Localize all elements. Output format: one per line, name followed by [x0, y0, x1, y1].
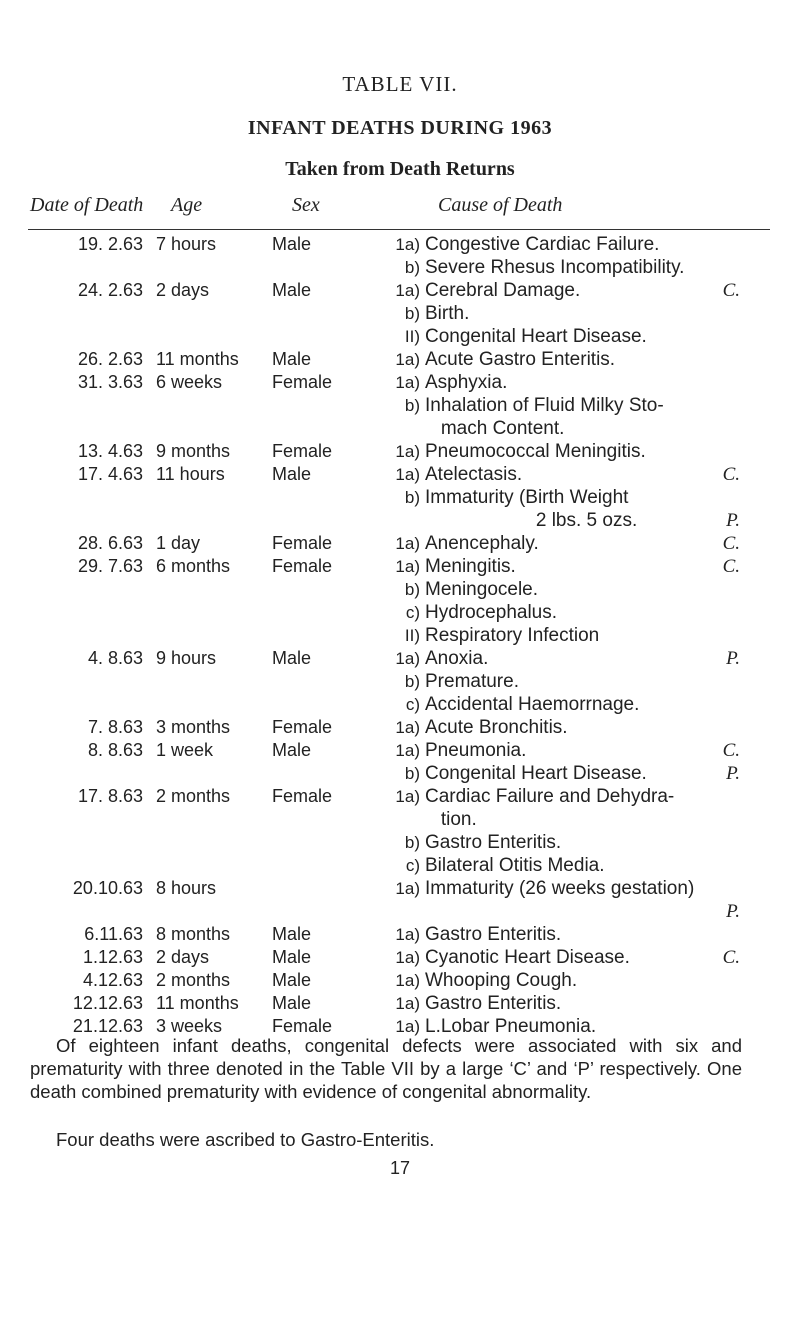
table-row: [0, 371, 800, 394]
cause-cell: Cyanotic Heart Disease.: [425, 947, 630, 968]
sex-cell: Female: [272, 533, 333, 553]
cause-cell: tion.: [425, 809, 477, 830]
age-cell: 9 hours: [156, 648, 217, 668]
cause-key-cell: c): [405, 856, 420, 875]
sex-cell: Male: [272, 924, 312, 944]
age-cell: 11 months: [156, 993, 239, 1013]
cause-key-cell: 1a): [395, 741, 420, 760]
table-row: [0, 739, 800, 762]
age-cell: 7 hours: [156, 234, 217, 254]
cause-key-cell: 1a): [395, 373, 420, 392]
date-cell: 12.12.63: [72, 993, 143, 1013]
cause-cell: Anoxia.: [425, 648, 489, 669]
date-cell: 4. 8.63: [87, 648, 143, 668]
cause-key-cell: c): [405, 695, 420, 714]
cause-cell: Meningitis.: [425, 556, 516, 577]
sex-cell: Male: [272, 349, 312, 369]
cause-cell: Immaturity (Birth Weight: [425, 487, 629, 508]
cause-cell: Congestive Cardiac Failure.: [425, 234, 660, 255]
age-cell: 2 days: [156, 280, 210, 300]
table-row: [0, 325, 800, 348]
sex-cell: Male: [272, 648, 312, 668]
marker-cell: C.: [722, 947, 740, 968]
sex-cell: Male: [272, 993, 312, 1013]
table-row: [0, 578, 800, 601]
cause-cell: Respiratory Infection: [425, 625, 600, 646]
cause-key-cell: 1a): [395, 235, 420, 254]
table-row: [0, 348, 800, 371]
cause-cell: Severe Rhesus Incompatibility.: [425, 257, 685, 278]
cause-cell: Gastro Enteritis.: [425, 924, 562, 945]
sex-cell: Male: [272, 947, 312, 967]
cause-key-cell: 1a): [395, 350, 420, 369]
cause-cell: Cardiac Failure and Dehydra-: [425, 786, 675, 807]
marker-cell: C.: [722, 556, 740, 577]
table-row: [0, 831, 800, 854]
age-cell: 9 months: [156, 441, 231, 461]
table-row: [0, 302, 800, 325]
cause-key-cell: 1a): [395, 442, 420, 461]
cause-key-cell: 1a): [395, 718, 420, 737]
marker-cell: P.: [726, 763, 740, 784]
cause-cell: Gastro Enteritis.: [425, 832, 562, 853]
age-cell: 3 months: [156, 717, 231, 737]
cause-cell: Congenital Heart Disease.: [425, 763, 647, 784]
table-label: TABLE VII.: [342, 72, 458, 96]
table-row: [0, 417, 800, 440]
cause-cell: L.Lobar Pneumonia.: [425, 1016, 597, 1037]
table-row: [0, 693, 800, 716]
age-cell: 2 months: [156, 786, 231, 806]
cause-cell: Anencephaly.: [425, 533, 539, 554]
date-cell: 1.12.63: [82, 947, 143, 967]
date-cell: 24. 2.63: [77, 280, 143, 300]
page-number: 17: [389, 1158, 411, 1178]
cause-key-cell: 1a): [395, 879, 420, 898]
cause-key-cell: 1a): [395, 971, 420, 990]
sex-cell: Female: [272, 717, 333, 737]
date-cell: 26. 2.63: [77, 349, 143, 369]
date-cell: 20.10.63: [72, 878, 143, 898]
header-rule: [28, 229, 770, 230]
cause-key-cell: b): [404, 764, 420, 783]
table-row: [0, 762, 800, 785]
header-cause: Cause of Death: [438, 194, 563, 216]
table-row: [0, 440, 800, 463]
date-cell: 17. 4.63: [77, 464, 143, 484]
table-row: [0, 601, 800, 624]
gastro-paragraph: Four deaths were ascribed to Gastro-Enteritis.: [56, 1129, 435, 1150]
cause-cell: Birth.: [425, 303, 470, 324]
cause-key-cell: 1a): [395, 787, 420, 806]
table-row: [0, 279, 800, 302]
table-row: [0, 992, 800, 1015]
cause-cell: mach Content.: [425, 418, 565, 439]
age-cell: 2 days: [156, 947, 210, 967]
marker-cell: P.: [726, 648, 740, 669]
cause-key-cell: 1a): [395, 649, 420, 668]
cause-key-cell: 1a): [395, 994, 420, 1013]
summary-paragraph: Of eighteen infant deaths, congenital defects were associated with six and prematurity with three denoted in the Table VII by a large ‘C’ and ‘P’ respectively. One death combined prematurity with evidence of congenital abnormality.: [30, 1035, 742, 1102]
marker-cell: C.: [722, 533, 740, 554]
date-cell: 13. 4.63: [77, 441, 143, 461]
marker-cell: P.: [726, 510, 740, 531]
table-row: [0, 969, 800, 992]
header-sex: Sex: [292, 194, 320, 216]
cause-cell: Hydrocephalus.: [425, 602, 558, 623]
age-cell: 6 weeks: [156, 372, 223, 392]
date-cell: 17. 8.63: [77, 786, 143, 806]
cause-cell: Whooping Cough.: [425, 970, 578, 991]
sex-cell: Male: [272, 970, 312, 990]
cause-key-cell: b): [404, 833, 420, 852]
cause-key-cell: II): [404, 327, 420, 346]
sex-cell: Female: [272, 441, 333, 461]
sex-cell: Male: [272, 280, 312, 300]
cause-key-cell: b): [404, 396, 420, 415]
cause-cell: Gastro Enteritis.: [425, 993, 562, 1014]
cause-key-cell: 1a): [395, 534, 420, 553]
date-cell: 29. 7.63: [77, 556, 143, 576]
cause-key-cell: c): [405, 603, 420, 622]
cause-key-cell: b): [404, 304, 420, 323]
cause-cell: Atelectasis.: [425, 464, 523, 485]
cause-key-cell: 1a): [395, 465, 420, 484]
cause-cell: Pneumonia.: [425, 740, 527, 761]
table-row: [0, 854, 800, 877]
table-row: [0, 624, 800, 647]
table-row: [0, 808, 800, 831]
cause-cell: Asphyxia.: [425, 372, 508, 393]
table-row: [0, 877, 800, 900]
cause-cell: Pneumococcal Meningitis.: [425, 441, 646, 462]
cause-key-cell: b): [404, 580, 420, 599]
date-cell: 8. 8.63: [87, 740, 143, 760]
table-row: [0, 509, 800, 532]
age-cell: 6 months: [156, 556, 231, 576]
sex-cell: Female: [272, 372, 333, 392]
cause-key-cell: II): [404, 626, 420, 645]
table-row: [0, 486, 800, 509]
table-row: [0, 256, 800, 279]
date-cell: 21.12.63: [72, 1016, 143, 1036]
cause-key-cell: 1a): [395, 281, 420, 300]
sex-cell: Male: [272, 234, 312, 254]
table-row: [0, 394, 800, 417]
table-row: [0, 463, 800, 486]
table-row: [0, 647, 800, 670]
sex-cell: Female: [272, 786, 333, 806]
header-age: Age: [171, 194, 203, 216]
cause-cell: Bilateral Otitis Media.: [425, 855, 605, 876]
sex-cell: Male: [272, 464, 312, 484]
age-cell: 11 hours: [156, 464, 225, 484]
cause-cell: Acute Gastro Enteritis.: [425, 349, 616, 370]
date-cell: 19. 2.63: [77, 234, 143, 254]
cause-cell: Premature.: [425, 671, 519, 692]
table-title: INFANT DEATHS DURING 1963: [247, 117, 553, 139]
cause-cell: Meningocele.: [425, 579, 539, 600]
cause-key-cell: 1a): [395, 948, 420, 967]
cause-cell: Accidental Haemorrnage.: [425, 694, 640, 715]
cause-key-cell: 1a): [395, 557, 420, 576]
cause-cell: Congenital Heart Disease.: [425, 326, 647, 347]
cause-key-cell: b): [404, 672, 420, 691]
age-cell: 11 months: [156, 349, 239, 369]
date-cell: 7. 8.63: [87, 717, 143, 737]
marker-cell: C.: [722, 280, 740, 301]
date-cell: 6.11.63: [84, 924, 143, 944]
date-cell: 28. 6.63: [77, 533, 143, 553]
table-row: [0, 716, 800, 739]
age-cell: 2 months: [156, 970, 231, 990]
header-date: Date of Death: [30, 194, 144, 216]
age-cell: 3 weeks: [156, 1016, 223, 1036]
age-cell: 8 months: [156, 924, 231, 944]
age-cell: 8 hours: [156, 878, 217, 898]
date-cell: 4.12.63: [82, 970, 143, 990]
cause-key-cell: b): [404, 488, 420, 507]
date-cell: 31. 3.63: [77, 372, 143, 392]
age-cell: 1 day: [156, 533, 201, 553]
table-row: [0, 532, 800, 555]
cause-cell: Immaturity (26 weeks gestation): [425, 878, 695, 899]
table-subtitle: Taken from Death Returns: [285, 158, 515, 180]
table-row: [0, 670, 800, 693]
sex-cell: Female: [272, 1016, 333, 1036]
cause-cell: 2 lbs. 5 ozs.: [425, 510, 638, 531]
cause-cell: Inhalation of Fluid Milky Sto-: [425, 395, 664, 416]
table-row: [0, 555, 800, 578]
cause-key-cell: b): [404, 258, 420, 277]
table-row: [0, 923, 800, 946]
age-cell: 1 week: [156, 740, 214, 760]
table-row: [0, 785, 800, 808]
cause-cell: Acute Bronchitis.: [425, 717, 568, 738]
cause-cell: Cerebral Damage.: [425, 280, 581, 301]
cause-key-cell: 1a): [395, 1017, 420, 1036]
cause-key-cell: 1a): [395, 925, 420, 944]
sex-cell: Male: [272, 740, 312, 760]
table-row: [0, 233, 800, 256]
table-row: [0, 900, 800, 923]
marker-cell: C.: [722, 740, 740, 761]
sex-cell: Female: [272, 556, 333, 576]
table-row: [0, 946, 800, 969]
marker-cell: P.: [726, 901, 740, 922]
marker-cell: C.: [722, 464, 740, 485]
